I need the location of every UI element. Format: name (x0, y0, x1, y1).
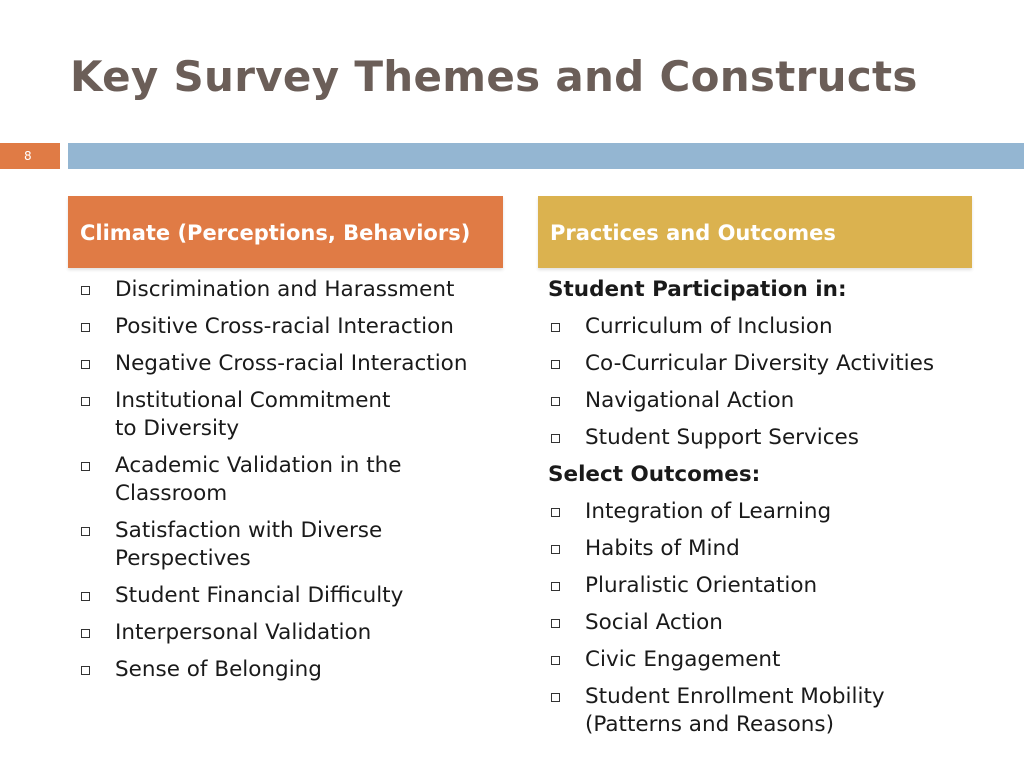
list-item (548, 498, 988, 526)
square-bullet-icon (551, 323, 560, 332)
square-bullet-icon (551, 360, 560, 369)
square-bullet-icon (551, 619, 560, 628)
slide-number: 8 (0, 143, 60, 169)
square-bullet-icon (551, 656, 560, 665)
list-item-label: Co-Curricular Diversity Activities (585, 351, 935, 376)
square-bullet-icon (81, 397, 90, 406)
square-bullet-icon (81, 592, 90, 601)
list-item (78, 656, 518, 684)
list-item-label: Negative Cross-racial Interaction (115, 351, 468, 376)
list-item-label: Student Enrollment Mobility (Patterns and Reasons) (585, 684, 885, 737)
list-item-label: Student Financial Difficulty (115, 583, 404, 608)
list-item (78, 387, 415, 443)
square-bullet-icon (81, 666, 90, 675)
practices-column-header: Practices and Outcomes (538, 196, 972, 268)
square-bullet-icon (551, 545, 560, 554)
list-item-label: Positive Cross-racial Interaction (115, 314, 454, 339)
outcomes-heading: Select Outcomes: (548, 462, 761, 487)
square-bullet-icon (551, 693, 560, 702)
list-item-label: Institutional Commitment to Diversity (115, 388, 391, 441)
square-bullet-icon (81, 360, 90, 369)
list-item (78, 452, 415, 508)
list-item-label: Academic Validation in the Classroom (115, 453, 402, 506)
list-item (548, 313, 988, 341)
list-item (548, 424, 988, 452)
list-item (78, 276, 518, 304)
square-bullet-icon (551, 508, 560, 517)
square-bullet-icon (81, 286, 90, 295)
list-item (78, 313, 518, 341)
list-item-label: Student Support Services (585, 425, 859, 450)
square-bullet-icon (81, 527, 90, 536)
participation-heading: Student Participation in: (548, 277, 847, 302)
list-item-label: Interpersonal Validation (115, 620, 372, 645)
climate-list (78, 276, 518, 693)
climate-column-header: Climate (Perceptions, Behaviors) (68, 196, 503, 268)
list-item-label: Integration of Learning (585, 499, 832, 524)
list-item-label: Discrimination and Harassment (115, 277, 455, 302)
list-item (548, 572, 988, 600)
list-item (548, 535, 988, 563)
list-item (78, 619, 518, 647)
square-bullet-icon (551, 582, 560, 591)
list-item (78, 582, 518, 610)
list-item (548, 387, 988, 415)
header-divider-bar (68, 143, 1024, 169)
square-bullet-icon (81, 462, 90, 471)
list-item (548, 646, 988, 674)
list-item (548, 350, 988, 378)
practices-list (548, 276, 988, 748)
list-item-label: Civic Engagement (585, 647, 781, 672)
list-item-label: Social Action (585, 610, 723, 635)
list-item (78, 517, 415, 573)
square-bullet-icon (551, 434, 560, 443)
list-item-label: Habits of Mind (585, 536, 740, 561)
list-item (548, 609, 988, 637)
list-item-label: Satisfaction with Diverse Perspectives (115, 518, 383, 571)
square-bullet-icon (81, 323, 90, 332)
list-item (548, 683, 905, 739)
square-bullet-icon (81, 629, 90, 638)
square-bullet-icon (551, 397, 560, 406)
slide-title: Key Survey Themes and Constructs (70, 52, 918, 101)
list-item-label: Pluralistic Orientation (585, 573, 818, 598)
list-item (78, 350, 518, 378)
list-item-label: Curriculum of Inclusion (585, 314, 833, 339)
list-item-label: Sense of Belonging (115, 657, 322, 682)
list-item-label: Navigational Action (585, 388, 795, 413)
